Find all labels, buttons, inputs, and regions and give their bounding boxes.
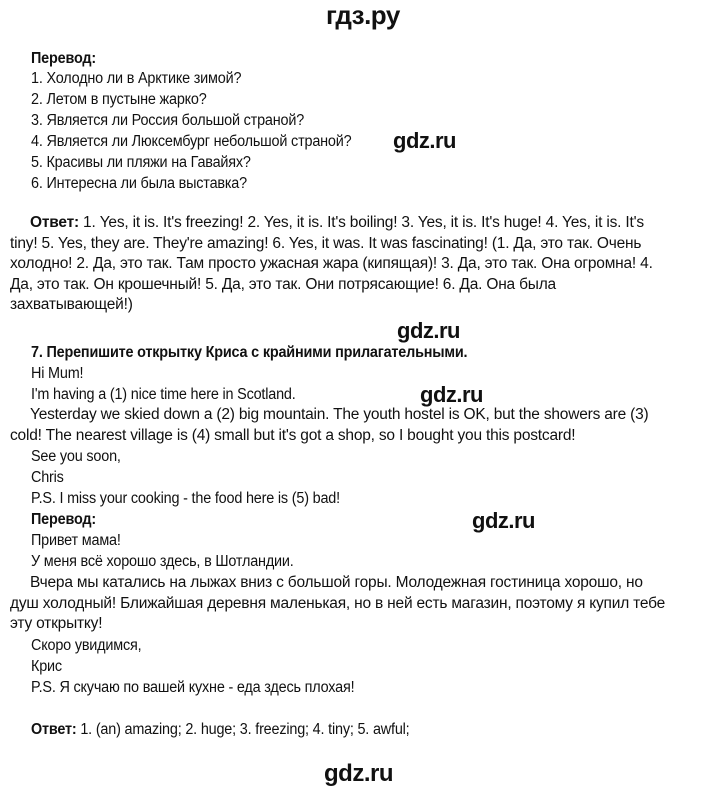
answer-label: Ответ: <box>30 214 79 231</box>
postcard-translation-heading: Перевод: <box>31 511 96 528</box>
question-translation-4: 4. Является ли Люксембург небольшой страной? <box>31 133 352 150</box>
answer-text: 1. Yes, it is. It's freezing! 2. Yes, it is. It's boiling! 3. Yes, it is. It's huge! 4. Yes, it is. It's tiny! 5. Yes, they are. They're amazing! 6. Yes, it was. It was fascinating! (1. Да, это так. Очень холодно! 2. Да, это так. Там просто ужасная жара (кипящая)! 3. Да, это так. Она огромна! 4. Да, это так. Он крошечный! 5. Да, это так. Они потрясающие! 6. Да. Она была захватывающей!) <box>10 214 653 314</box>
watermark: gdz.ru <box>420 382 483 407</box>
question-translation-2: 2. Летом в пустыне жарко? <box>31 91 207 108</box>
translation-line-1: У меня всё хорошо здесь, в Шотландии. <box>31 553 294 570</box>
question-translation-1: 1. Холодно ли в Арктике зимой? <box>31 70 242 87</box>
translation-paragraph: Вчера мы катались на лыжах вниз с большой горы. Молодежная гостиница хорошо, но душ холодный! Ближайшая деревня маленькая, но в ней есть магазин, поэтому я купил тебе эту открытку! <box>10 574 666 633</box>
watermark: gdz.ru <box>397 318 460 343</box>
translation-heading: Перевод: <box>31 50 96 67</box>
watermark: gdz.ru <box>472 508 535 533</box>
question-translation-5: 5. Красивы ли пляжи на Гавайях? <box>31 154 251 171</box>
task7-heading: 7. Перепишите открытку Криса с крайними прилагательными. <box>31 344 468 361</box>
translation-closing: Скоро увидимся, <box>31 637 142 654</box>
watermark: gdz.ru <box>324 760 393 787</box>
translation-greeting: Привет мама! <box>31 532 121 549</box>
final-answer <box>31 720 409 740</box>
question-translation-3: 3. Является ли Россия большой страной? <box>31 112 305 129</box>
postcard-signature: Chris <box>31 469 64 486</box>
answer-label: Ответ: <box>31 721 77 738</box>
site-title: гдз.ру <box>326 0 400 30</box>
postcard-closing: See you soon, <box>31 448 121 465</box>
postcard-line-1: I'm having a (1) nice time here in Scotland. <box>31 386 296 403</box>
question-translation-6: 6. Интересна ли была выставка? <box>31 175 247 192</box>
translation-ps: P.S. Я скучаю по вашей кухне - еда здесь плохая! <box>31 679 355 696</box>
postcard-ps: P.S. I miss your cooking - the food here is (5) bad! <box>31 490 340 507</box>
postcard-paragraph: Yesterday we skied down a (2) big mountain. The youth hostel is OK, but the showers are (3) cold! The nearest village is (4) small but it's got a shop, so I bought you this postcard! <box>10 406 649 444</box>
postcard-greeting: Hi Mum! <box>31 365 84 382</box>
answer-text: 1. (an) amazing; 2. huge; 3. freezing; 4. tiny; 5. awful; <box>76 721 410 738</box>
answer-paragraph-1 <box>10 213 670 316</box>
translation-signature: Крис <box>31 658 62 675</box>
watermark: gdz.ru <box>393 128 456 153</box>
